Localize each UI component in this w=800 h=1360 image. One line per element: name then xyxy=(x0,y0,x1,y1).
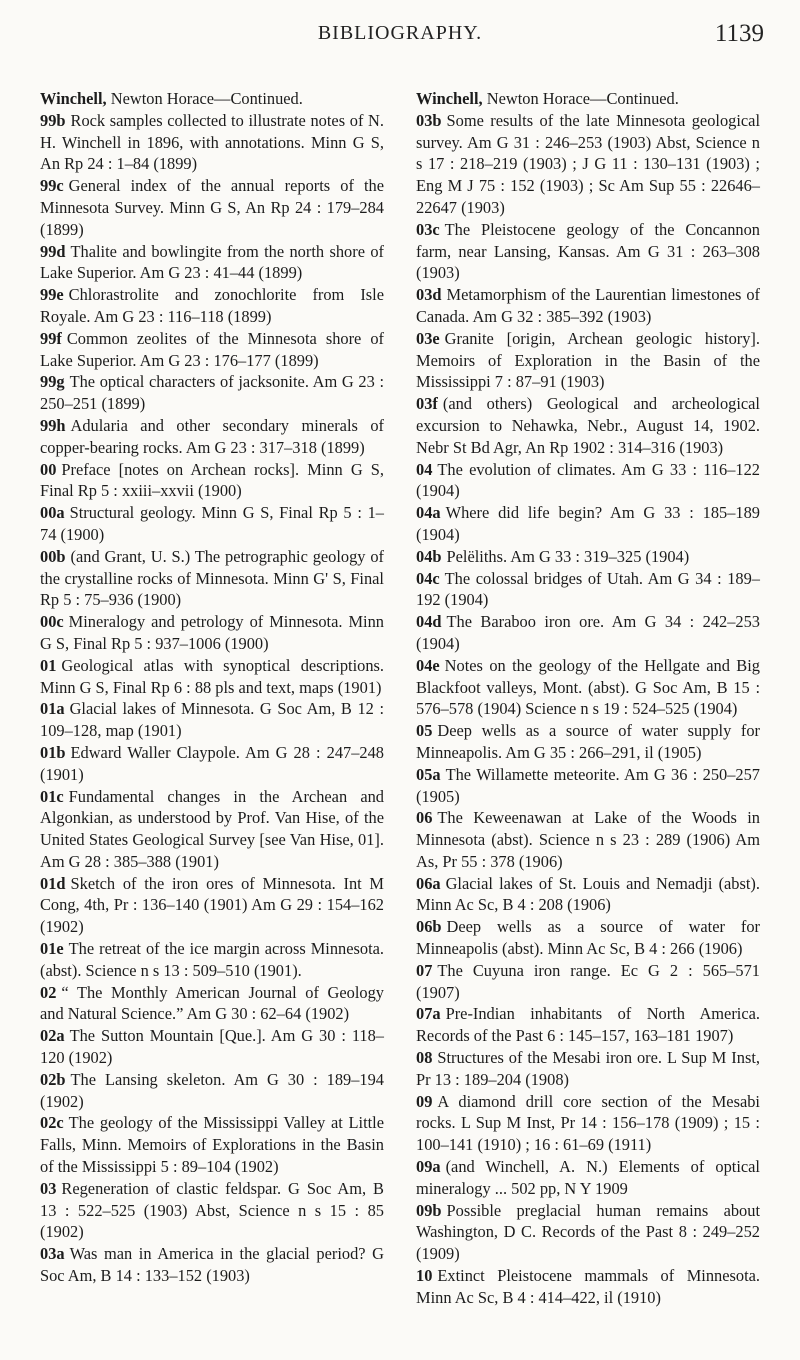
author-name: Winchell, xyxy=(40,89,107,108)
entry-citation: Possible preglacial human remains about Washington, D C. Records of the Past 8 : 249–252 (1909) xyxy=(416,1200,760,1264)
entry-citation: Structural geology. Minn G S, Final Rp 5 : 1–74 (1900) xyxy=(40,503,384,544)
entry-number: 00b xyxy=(40,546,66,566)
left-column xyxy=(40,88,384,1287)
page-header xyxy=(0,20,800,60)
bibliography-entry xyxy=(40,873,384,938)
entry-citation: The colossal bridges of Utah. Am G 34 : 189–192 (1904) xyxy=(416,568,760,610)
bibliography-entry xyxy=(40,328,384,372)
entry-number: 01 xyxy=(40,655,57,675)
bibliography-entry xyxy=(416,459,760,503)
bibliography-entry xyxy=(416,1265,760,1309)
entry-number: 99b xyxy=(40,110,66,130)
entry-number: 06 xyxy=(416,808,433,828)
entry-number: 07 xyxy=(416,960,433,980)
bibliography-entry xyxy=(416,764,760,808)
entry-number: 99e xyxy=(40,285,64,305)
entry-number: 01e xyxy=(40,939,64,959)
bibliography-entry xyxy=(40,698,384,742)
bibliography-entry xyxy=(40,371,384,415)
entry-number: 01d xyxy=(40,873,66,893)
entry-number: 03d xyxy=(416,285,442,305)
bibliography-entry xyxy=(40,1243,384,1287)
bibliography-entry xyxy=(416,110,760,219)
bibliography-entry xyxy=(416,960,760,1004)
entry-number: 00c xyxy=(40,612,64,632)
bibliography-entry xyxy=(40,1069,384,1113)
entry-number: 05 xyxy=(416,721,433,741)
entry-citation: The Willamette meteorite. Am G 36 : 250–257 (1905) xyxy=(416,764,760,806)
entry-citation: Rock samples collected to illustrate notes of N. H. Winchell in 1896, with annotations. Minn G S, An Rp 24 : 1–84 (1899) xyxy=(40,110,384,174)
right-column xyxy=(416,88,760,1309)
entry-citation: Glacial lakes of St. Louis and Nemadji (abst). Minn Ac Sc, B 4 : 208 (1906) xyxy=(416,873,760,915)
entry-citation: Some results of the late Minnesota geological survey. Am G 31 : 246–253 (1903) Abst, Science n s 17 : 218–219 (1903) ; J G 11 : 130–131 (1903) ; Eng M J 75 : 152 (1903) ; Sc Am Sup 55 : 22646–22647 (1903) xyxy=(416,110,760,217)
entry-citation: The optical characters of jacksonite. Am G 23 : 250–251 (1899) xyxy=(40,372,384,414)
entry-citation: The Keweenawan at Lake of the Woods in Minnesota (abst). Science n s 23 : 289 (1906) Am As, Pr 55 : 378 (1906) xyxy=(416,808,760,871)
entry-number: 03b xyxy=(416,110,442,130)
bibliography-entry xyxy=(40,938,384,982)
entry-number: 05a xyxy=(416,764,441,784)
bibliography-entry xyxy=(416,720,760,764)
entry-citation: (and Winchell, A. N.) Elements of optical mineralogy ... 502 pp, N Y 1909 xyxy=(416,1157,760,1198)
entry-citation: Granite [origin, Archean geologic history]. Memoirs of Exploration in the Basin of the Mississippi 7 : 87–91 (1903) xyxy=(416,328,760,392)
entry-citation: Pelëliths. Am G 33 : 319–325 (1904) xyxy=(446,546,690,566)
entry-citation: Glacial lakes of Minnesota. G Soc Am, B 12 : 109–128, map (1901) xyxy=(40,699,384,741)
entry-citation: Sketch of the iron ores of Minnesota. Int M Cong, 4th, Pr : 136–140 (1901) Am G 29 : 154–162 (1902) xyxy=(40,873,384,937)
entry-citation: “ The Monthly American Journal of Geology and Natural Science.” Am G 30 : 62–64 (1902) xyxy=(40,982,384,1024)
entry-number: 04e xyxy=(416,655,440,675)
entry-number: 99f xyxy=(40,328,62,348)
entry-number: 04c xyxy=(416,568,440,588)
entry-number: 07a xyxy=(416,1004,441,1024)
running-head: BIBLIOGRAPHY. xyxy=(317,22,483,44)
entry-citation: Was man in America in the glacial period? G Soc Am, B 14 : 133–152 (1903) xyxy=(40,1244,384,1286)
entry-number: 06a xyxy=(416,873,441,893)
bibliography-entry xyxy=(40,1178,384,1243)
entry-number: 00a xyxy=(40,503,65,523)
entry-citation: The geology of the Mississippi Valley at Little Falls, Minn. Memoirs of Explorations in the Basin of the Mississippi 5 : 89–104 (1902) xyxy=(40,1113,384,1177)
entry-number: 02a xyxy=(40,1026,65,1046)
bibliography-entry xyxy=(416,611,760,655)
entry-number: 99h xyxy=(40,415,66,435)
bibliography-entry xyxy=(40,502,384,546)
bibliography-entry xyxy=(40,611,384,655)
entry-number: 99g xyxy=(40,372,65,392)
bibliography-entry xyxy=(416,284,760,328)
entry-citation: The Cuyuna iron range. Ec G 2 : 565–571 (1907) xyxy=(416,960,760,1002)
bibliography-entry xyxy=(416,1003,760,1047)
entry-citation: Structures of the Mesabi iron ore. L Sup M Inst, Pr 13 : 189–204 (1908) xyxy=(416,1048,760,1089)
author-continued: Newton Horace—Continued. xyxy=(486,89,679,108)
bibliography-entry xyxy=(40,241,384,285)
entry-number: 04d xyxy=(416,612,442,632)
entry-citation: The Sutton Mountain [Que.]. Am G 30 : 118–120 (1902) xyxy=(40,1026,384,1068)
entry-number: 03c xyxy=(416,219,440,239)
entry-number: 99d xyxy=(40,241,66,261)
entry-citation: The Baraboo iron ore. Am G 34 : 242–253 (1904) xyxy=(416,612,760,653)
entry-number: 00 xyxy=(40,459,57,479)
bibliography-entry xyxy=(40,786,384,873)
author-heading xyxy=(416,88,760,110)
entry-number: 01c xyxy=(40,786,64,806)
bibliography-entry xyxy=(40,459,384,503)
bibliography-entry xyxy=(40,175,384,240)
entry-number: 06b xyxy=(416,917,442,937)
entry-number: 04a xyxy=(416,503,441,523)
bibliography-entry xyxy=(40,110,384,175)
bibliography-entry xyxy=(416,807,760,872)
bibliography-entry xyxy=(416,1156,760,1200)
entry-citation: The Pleistocene geology of the Concannon farm, near Lansing, Kansas. Am G 31 : 263–308 (1903) xyxy=(416,219,760,283)
entry-number: 01b xyxy=(40,742,66,762)
entry-citation: (and others) Geological and archeological excursion to Nehawka, Nebr., August 14, 1902. Nebr St Bd Agr, An Rp 1902 : 314–316 (1903) xyxy=(416,394,760,457)
entry-citation: Metamorphism of the Laurentian limestones of Canada. Am G 32 : 385–392 (1903) xyxy=(416,285,760,326)
entry-number: 09b xyxy=(416,1200,442,1220)
entry-number: 10 xyxy=(416,1266,433,1286)
entry-number: 02c xyxy=(40,1113,64,1133)
bibliography-entry xyxy=(416,873,760,917)
bibliography-entry xyxy=(416,219,760,284)
author-heading xyxy=(40,88,384,110)
entry-citation: Deep wells as a source of water for Minneapolis (abst). Minn Ac Sc, B 4 : 266 (1906) xyxy=(416,917,760,959)
entry-number: 09 xyxy=(416,1091,433,1111)
entry-citation: The Lansing skeleton. Am G 30 : 189–194 (1902) xyxy=(40,1069,384,1111)
entry-citation: The evolution of climates. Am G 33 : 116–122 (1904) xyxy=(416,459,760,501)
bibliography-entry xyxy=(40,982,384,1026)
entry-number: 03a xyxy=(40,1244,65,1264)
bibliography-entry xyxy=(40,1112,384,1177)
bibliography-entry xyxy=(416,546,760,568)
entry-citation: Regeneration of clastic feldspar. G Soc Am, B 13 : 522–525 (1903) Abst, Science n s 15 : 85 (1902) xyxy=(40,1178,384,1242)
bibliography-entry xyxy=(416,1047,760,1091)
entry-citation: The retreat of the ice margin across Minnesota. (abst). Science n s 13 : 509–510 (1901). xyxy=(40,939,384,980)
bibliography-entry xyxy=(416,916,760,960)
bibliography-entry xyxy=(40,655,384,699)
entry-citation: Thalite and bowlingite from the north shore of Lake Superior. Am G 23 : 41–44 (1899) xyxy=(40,241,384,283)
bibliography-entry xyxy=(416,655,760,720)
author-continued: Newton Horace—Continued. xyxy=(110,89,303,108)
bibliography-entry xyxy=(40,546,384,611)
entry-citation: Where did life begin? Am G 33 : 185–189 (1904) xyxy=(416,503,760,544)
entry-citation: Fundamental changes in the Archean and Algonkian, as understood by Prof. Van Hise, of the United States Geological Survey [see Van Hise, 01]. Am G 28 : 385–388 (1901) xyxy=(40,786,384,871)
entry-number: 09a xyxy=(416,1157,441,1177)
entry-citation: Notes on the geology of the Hellgate and Big Blackfoot valleys, Mont. (abst). G Soc Am, B 15 : 576–578 (1904) Science n s 19 : 524–525 (1904) xyxy=(416,655,760,719)
page-number: 1139 xyxy=(714,20,764,47)
entry-citation: Preface [notes on Archean rocks]. Minn G S, Final Rp 5 : xxiii–xxvii (1900) xyxy=(40,459,384,501)
bibliography-entry xyxy=(416,328,760,393)
bibliography-entry xyxy=(416,1200,760,1265)
entry-number: 08 xyxy=(416,1048,433,1068)
entry-citation: Deep wells as a source of water supply for Minneapolis. Am G 35 : 266–291, il (1905) xyxy=(416,721,760,762)
entry-citation: Adularia and other secondary minerals of copper-bearing rocks. Am G 23 : 317–318 (1899) xyxy=(40,415,384,457)
entry-number: 03f xyxy=(416,394,438,414)
entry-citation: Mineralogy and petrology of Minnesota. Minn G S, Final Rp 5 : 937–1006 (1900) xyxy=(40,612,384,653)
entry-number: 01a xyxy=(40,699,65,719)
entry-citation: A diamond drill core section of the Mesabi rocks. L Sup M Inst, Pr 14 : 156–178 (1909) ; 15 : 100–141 (1910) ; 16 : 61–69 (1911) xyxy=(416,1091,760,1155)
entry-number: 04 xyxy=(416,459,433,479)
entry-number: 02 xyxy=(40,982,57,1002)
entry-number: 03 xyxy=(40,1178,57,1198)
entry-citation: Geological atlas with synoptical descriptions. Minn G S, Final Rp 6 : 88 pls and text, maps (1901) xyxy=(40,655,384,697)
entry-citation: Chlorastrolite and zonochlorite from Isle Royale. Am G 23 : 116–118 (1899) xyxy=(40,285,384,326)
bibliography-entry xyxy=(416,393,760,458)
entry-citation: (and Grant, U. S.) The petrographic geology of the crystalline rocks of Minnesota. Minn G' S, Final Rp 5 : 75–936 (1900) xyxy=(40,546,384,610)
entry-number: 03e xyxy=(416,328,440,348)
entry-number: 02b xyxy=(40,1069,66,1089)
entry-number: 99c xyxy=(40,176,64,196)
entry-citation: Extinct Pleistocene mammals of Minnesota. Minn Ac Sc, B 4 : 414–422, il (1910) xyxy=(416,1266,760,1307)
bibliography-entry xyxy=(416,1091,760,1156)
bibliography-entry xyxy=(40,1025,384,1069)
bibliography-entry xyxy=(416,568,760,612)
bibliography-entry xyxy=(40,284,384,328)
entry-citation: Common zeolites of the Minnesota shore of Lake Superior. Am G 23 : 176–177 (1899) xyxy=(40,328,384,370)
bibliography-entry xyxy=(40,742,384,786)
entry-citation: General index of the annual reports of the Minnesota Survey. Minn G S, An Rp 24 : 179–284 (1899) xyxy=(40,176,384,239)
entry-citation: Edward Waller Claypole. Am G 28 : 247–248 (1901) xyxy=(40,742,384,784)
author-name: Winchell, xyxy=(416,89,483,108)
entry-number: 04b xyxy=(416,546,442,566)
bibliography-entry xyxy=(40,415,384,459)
bibliography-entry xyxy=(416,502,760,546)
entry-citation: Pre-Indian inhabitants of North America. Records of the Past 6 : 145–157, 163–181 1907) xyxy=(416,1004,760,1046)
